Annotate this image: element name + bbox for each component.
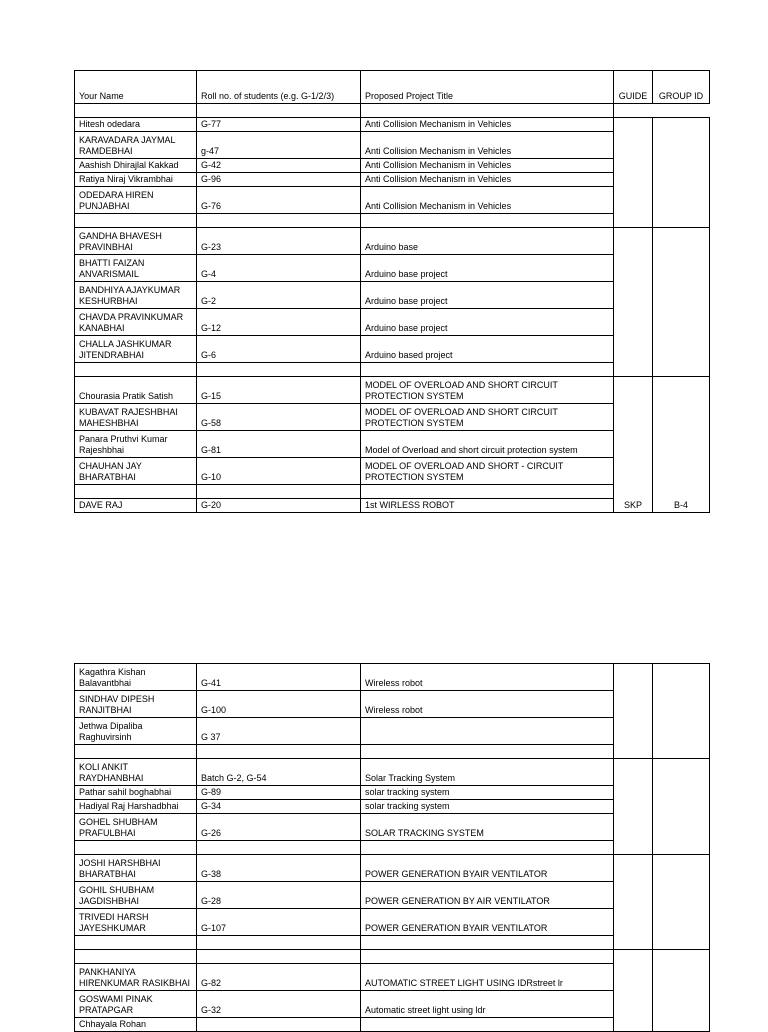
student-name-cell: KOLI ANKIT RAYDHANBHAI xyxy=(75,759,197,786)
group-id-cell xyxy=(653,950,710,1032)
project-title-cell: POWER GENERATION BYAIR VENTILATOR xyxy=(361,855,614,882)
group-id-cell: B-4 xyxy=(653,377,710,513)
student-name-cell: DAVE RAJ xyxy=(75,499,197,513)
student-name-cell xyxy=(75,104,197,118)
table-row xyxy=(75,855,710,882)
student-name-cell xyxy=(75,485,197,499)
project-title-cell: SOLAR TRACKING SYSTEM xyxy=(361,814,614,841)
roll-no-cell: G-100 xyxy=(197,691,361,718)
student-name-cell: Chhayala Rohan xyxy=(75,1018,197,1032)
student-name-cell: Pathar sahil boghabhai xyxy=(75,786,197,800)
group-id-cell xyxy=(653,664,710,759)
project-title-cell xyxy=(361,718,614,745)
student-name-cell: Hadiyal Raj Harshadbhai xyxy=(75,800,197,814)
project-title-cell xyxy=(361,950,614,964)
roll-no-cell: G-89 xyxy=(197,786,361,800)
roll-no-cell: G-15 xyxy=(197,377,361,404)
header-your-name: Your Name xyxy=(75,71,197,104)
header-group-id: GROUP ID xyxy=(653,71,710,104)
group-id-cell xyxy=(653,855,710,950)
table-row xyxy=(75,104,710,118)
student-name-cell: Panara Pruthvi Kumar Rajeshbhai xyxy=(75,431,197,458)
project-title-cell: Anti Collision Mechanism in Vehicles xyxy=(361,173,614,187)
student-name-cell: BANDHIYA AJAYKUMAR KESHURBHAI xyxy=(75,282,197,309)
student-name-cell: Hitesh odedara xyxy=(75,118,197,132)
roll-no-cell: G-28 xyxy=(197,882,361,909)
roll-no-cell: G-32 xyxy=(197,991,361,1018)
project-title-cell: Arduino base xyxy=(361,228,614,255)
project-title-cell: Arduino base project xyxy=(361,282,614,309)
guide-cell xyxy=(614,118,653,228)
roll-no-cell: G-23 xyxy=(197,228,361,255)
roll-no-cell: Batch G-2, G-54 xyxy=(197,759,361,786)
student-name-cell: JOSHI HARSHBHAI BHARATBHAI xyxy=(75,855,197,882)
roll-no-cell: G-4 xyxy=(197,255,361,282)
roll-no-cell xyxy=(197,363,361,377)
student-name-cell: Jethwa Dipaliba Raghuvirsinh xyxy=(75,718,197,745)
roll-no-cell xyxy=(197,1018,361,1032)
roll-no-cell: G-42 xyxy=(197,159,361,173)
project-title-cell: Solar Tracking System xyxy=(361,759,614,786)
project-title-cell xyxy=(361,104,614,118)
table-row xyxy=(75,664,710,691)
roll-no-cell xyxy=(197,936,361,950)
roll-no-cell: G-81 xyxy=(197,431,361,458)
guide-cell xyxy=(614,855,653,950)
student-name-cell: GANDHA BHAVESH PRAVINBHAI xyxy=(75,228,197,255)
group-id-cell xyxy=(653,118,710,228)
roll-no-cell: G-6 xyxy=(197,336,361,363)
roll-no-cell xyxy=(197,950,361,964)
roll-no-cell: G-2 xyxy=(197,282,361,309)
project-title-cell: Anti Collision Mechanism in Vehicles xyxy=(361,118,614,132)
project-title-cell: AUTOMATIC STREET LIGHT USING IDRstreet lr xyxy=(361,964,614,991)
roll-no-cell: G-96 xyxy=(197,173,361,187)
student-name-cell: Ratiya Niraj Vikrambhai xyxy=(75,173,197,187)
student-name-cell: Aashish Dhirajlal Kakkad xyxy=(75,159,197,173)
student-name-cell: CHALLA JASHKUMAR JITENDRABHAI xyxy=(75,336,197,363)
roll-no-cell: G-12 xyxy=(197,309,361,336)
roll-no-cell: G-58 xyxy=(197,404,361,431)
project-title-cell: MODEL OF OVERLOAD AND SHORT - CIRCUIT PROTECTION SYSTEM xyxy=(361,458,614,485)
group-id-cell xyxy=(653,759,710,855)
roll-no-cell xyxy=(197,214,361,228)
project-title-cell: Model of Overload and short circuit protection system xyxy=(361,431,614,458)
project-title-cell: Arduino based project xyxy=(361,336,614,363)
roll-no-cell: G-38 xyxy=(197,855,361,882)
project-title-cell xyxy=(361,1018,614,1032)
roll-no-cell: G 37 xyxy=(197,718,361,745)
student-name-cell: ODEDARA HIREN PUNJABHAI xyxy=(75,187,197,214)
project-title-cell: MODEL OF OVERLOAD AND SHORT CIRCUIT PROTECTION SYSTEM xyxy=(361,377,614,404)
roll-no-cell: G-77 xyxy=(197,118,361,132)
roll-no-cell: G-10 xyxy=(197,458,361,485)
roll-no-cell: G-107 xyxy=(197,909,361,936)
roll-no-cell: G-20 xyxy=(197,499,361,513)
student-name-cell: TRIVEDI HARSH JAYESHKUMAR xyxy=(75,909,197,936)
student-name-cell: Kagathra Kishan Balavantbhai xyxy=(75,664,197,691)
student-name-cell xyxy=(75,745,197,759)
project-title-cell: MODEL OF OVERLOAD AND SHORT CIRCUIT PROTECTION SYSTEM xyxy=(361,404,614,431)
project-title-cell xyxy=(361,841,614,855)
guide-cell xyxy=(614,950,653,1032)
header-row xyxy=(75,71,710,104)
project-title-cell xyxy=(361,936,614,950)
project-title-cell: 1st WIRLESS ROBOT xyxy=(361,499,614,513)
project-title-cell: solar tracking system xyxy=(361,786,614,800)
student-name-cell: SINDHAV DIPESH RANJITBHAI xyxy=(75,691,197,718)
project-title-cell xyxy=(361,214,614,228)
table-row xyxy=(75,950,710,964)
project-title-cell xyxy=(361,363,614,377)
project-title-cell: Arduino base project xyxy=(361,255,614,282)
roll-no-cell xyxy=(197,485,361,499)
project-title-cell: Arduino base project xyxy=(361,309,614,336)
student-name-cell: PANKHANIYA HIRENKUMAR RASIKBHAI xyxy=(75,964,197,991)
roll-no-cell xyxy=(197,104,361,118)
student-name-cell xyxy=(75,841,197,855)
guide-cell: SKP xyxy=(614,377,653,513)
project-title-cell: Anti Collision Mechanism in Vehicles xyxy=(361,132,614,159)
roll-no-cell: G-26 xyxy=(197,814,361,841)
group-id-cell xyxy=(653,228,710,377)
project-title-cell: POWER GENERATION BY AIR VENTILATOR xyxy=(361,882,614,909)
table-row xyxy=(75,228,710,255)
guide-cell xyxy=(614,664,653,759)
header-roll-no: Roll no. of students (e.g. G-1/2/3) xyxy=(197,71,361,104)
header-project-title: Proposed Project Title xyxy=(361,71,614,104)
student-name-cell: Chourasia Pratik Satish xyxy=(75,377,197,404)
project-title-cell: solar tracking system xyxy=(361,800,614,814)
student-name-cell xyxy=(75,950,197,964)
student-name-cell: GOSWAMI PINAK PRATAPGAR xyxy=(75,991,197,1018)
project-title-cell: Automatic street light using ldr xyxy=(361,991,614,1018)
project-title-cell xyxy=(361,745,614,759)
roll-no-cell xyxy=(197,841,361,855)
student-name-cell: CHAVDA PRAVINKUMAR KANABHAI xyxy=(75,309,197,336)
roll-no-cell: g-47 xyxy=(197,132,361,159)
student-name-cell: GOHIL SHUBHAM JAGDISHBHAI xyxy=(75,882,197,909)
student-name-cell: KARAVADARA JAYMAL RAMDEBHAI xyxy=(75,132,197,159)
student-name-cell xyxy=(75,363,197,377)
roll-no-cell: G-41 xyxy=(197,664,361,691)
roll-no-cell: G-82 xyxy=(197,964,361,991)
student-name-cell xyxy=(75,936,197,950)
project-table-1 xyxy=(74,70,710,513)
roll-no-cell: G-34 xyxy=(197,800,361,814)
roll-no-cell: G-76 xyxy=(197,187,361,214)
table-row xyxy=(75,759,710,786)
student-name-cell: BHATTI FAIZAN ANVARISMAIL xyxy=(75,255,197,282)
table-row xyxy=(75,377,710,404)
guide-cell xyxy=(614,228,653,377)
project-title-cell: Anti Collision Mechanism in Vehicles xyxy=(361,187,614,214)
project-title-cell: POWER GENERATION BYAIR VENTILATOR xyxy=(361,909,614,936)
project-table-2 xyxy=(74,663,710,1032)
project-title-cell: Anti Collision Mechanism in Vehicles xyxy=(361,159,614,173)
project-title-cell: Wireless robot xyxy=(361,664,614,691)
project-title-cell xyxy=(361,485,614,499)
student-name-cell: KUBAVAT RAJESHBHAI MAHESHBHAI xyxy=(75,404,197,431)
student-name-cell: GOHEL SHUBHAM PRAFULBHAI xyxy=(75,814,197,841)
project-title-cell: Wireless robot xyxy=(361,691,614,718)
table-row xyxy=(75,118,710,132)
header-guide: GUIDE xyxy=(614,71,653,104)
student-name-cell: CHAUHAN JAY BHARATBHAI xyxy=(75,458,197,485)
student-name-cell xyxy=(75,214,197,228)
roll-no-cell xyxy=(197,745,361,759)
guide-cell xyxy=(614,759,653,855)
